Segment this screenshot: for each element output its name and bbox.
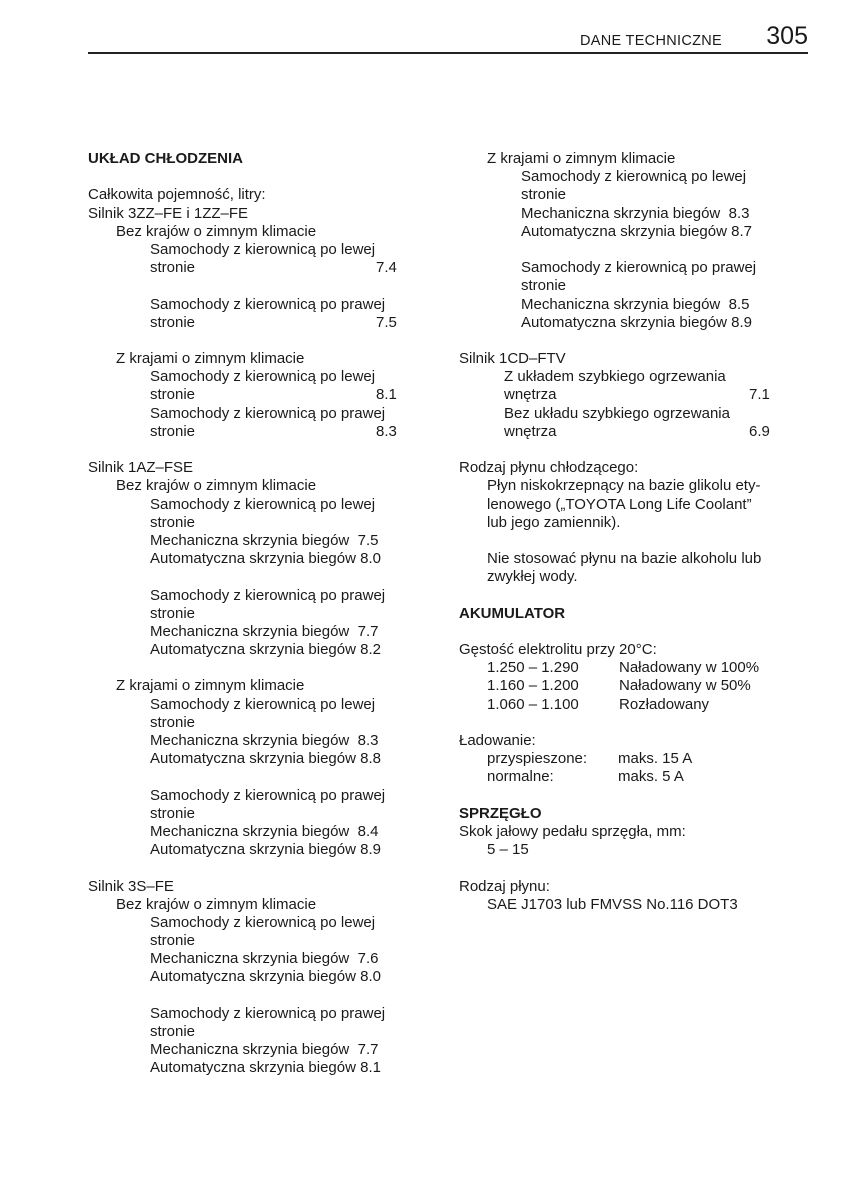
gearbox-row: Automatyczna skrzynia biegów 8.1 [150,1059,381,1077]
heater-label: Bez układu szybkiego ogrzewania [504,404,730,422]
charging-label: Ładowanie: [459,732,536,749]
steering-label: Samochody z kierownicą po lewej [150,368,376,386]
steering-label: Samochody z kierownicą po prawej [150,404,386,422]
gearbox-row: Mechaniczna skrzynia biegów 7.6 [150,950,379,968]
gearbox-row: Mechaniczna skrzynia biegów 7.7 [150,622,379,640]
gearbox-row: Mechaniczna skrzynia biegów 7.7 [150,1041,379,1059]
steering-label: Samochody z kierownicą po prawej [150,295,386,313]
climate-label: Z krajami o zimnym klimacie [116,350,305,368]
clutch-play-label: Skok jałowy pedału sprzęgła, mm: [459,822,686,840]
cooling-heading: UKŁAD CHŁODZENIA [88,150,243,167]
capacity-row: stronie 7.4 [150,259,397,277]
capacity-row: wnętrza 6.9 [504,422,770,440]
coolant-label: Rodzaj płynu chłodzącego: [459,459,639,477]
climate-label: Z krajami o zimnym klimacie [487,150,676,167]
capacity-value: 8.1 [376,386,397,404]
coolant-text: lub jego zamiennik). [487,513,621,531]
capacity-value: 7.1 [749,386,770,404]
capacity-value: 8.3 [376,422,397,440]
coolant-text: lenowego („TOYOTA Long Life Coolant” [487,495,752,513]
steering-label: Samochody z kierownicą po lewej [150,240,376,258]
capacity-value: 7.5 [376,313,397,331]
density-row: 1.060 – 1.100 Rozładowany [487,695,710,713]
engine-name: Silnik 1AZ–FSE [88,459,194,477]
fluid-label: Rodzaj płynu: [459,877,550,895]
fluid-value: SAE J1703 lub FMVSS No.116 DOT3 [487,895,738,913]
density-row: 1.160 – 1.200 Naładowany w 50% [487,677,751,695]
warning-text: Nie stosować płynu na bazie alkoholu lub [487,550,762,568]
gearbox-row: Automatyczna skrzynia biegów 8.0 [150,968,381,986]
gearbox-row: Mechaniczna skrzynia biegów 8.4 [150,822,379,840]
density-row: 1.250 – 1.290 Naładowany w 100% [487,659,760,677]
climate-label: Bez krajów o zimnym klimacie [116,222,317,240]
charging-row: przyspieszone: maks. 15 A [487,750,693,768]
capacity-row: wnętrza 7.1 [504,386,770,404]
right-column: Z krajami o zimnym klimacie Samochody z kierownicą po lewej stronie Mechaniczna skrzynia biegów 8.3 Automatyczna skrzynia biegów 8.7 Samochody z kierownicą po prawej stronie Mechaniczna skrzynia biegów 8.5 Automatyczna skrzynia biegów 8.9 Silnik 1CD–FTV Z układem szybkiego ogrzewania wnętrza 7.1 Bez układu szybkiego ogrzewania wnętrza 6.9 Rodzaj płynu chłodzącego: Płyn niskokrzepnący na bazie glikolu ety- lenowego („TOYOTA Long Life Coolant” lub jego zamiennik). Nie stosować płynu na bazie alkoholu lub zwykłej wody. AKUMULATOR Gęstość elektrolitu przy 20°C: 1.250 – 1.290 Naładowany w 100% 1.160 – 1.200 Naładowany w 50% 1.060 – 1.100 Rozładowany Ładowanie: przyspieszone: maks. 15 A normalne: maks. 5 A SPRZĘGŁO Skok jałowy pedału sprzęgła, mm: 5 – 15 Rodzaj płynu: SAE J1703 lub FMVSS No.116 DOT3 [459,150,809,914]
capacity-value: 6.9 [749,422,770,440]
charging-row: normalne: maks. 5 A [487,768,684,786]
steering-label: Samochody z kierownicą po lewej [521,168,747,186]
steering-label: Samochody z kierownicą po lewej [150,913,376,931]
steering-label: Samochody z kierownicą po lewej [150,495,376,513]
warning-text: zwykłej wody. [487,568,578,586]
gearbox-row: Mechaniczna skrzynia biegów 8.3 [150,732,379,749]
gearbox-row: Automatyczna skrzynia biegów 8.8 [150,750,381,768]
clutch-heading: SPRZĘGŁO [459,804,542,822]
page-number: 305 [766,22,808,50]
gearbox-row: Mechaniczna skrzynia biegów 8.5 [521,295,750,313]
battery-heading: AKUMULATOR [459,604,566,622]
coolant-text: Płyn niskokrzepnący na bazie glikolu ety- [487,477,761,495]
capacity-row: stronie 7.5 [150,313,397,331]
section-title: DANE TECHNICZNE [580,33,722,49]
gearbox-row: Automatyczna skrzynia biegów 8.2 [150,641,381,659]
steering-label: Samochody z kierownicą po lewej [150,695,376,713]
gearbox-row: Automatyczna skrzynia biegów 8.0 [150,550,381,568]
gearbox-row: Mechaniczna skrzynia biegów 7.5 [150,531,379,549]
engine-name: Silnik 3ZZ–FE i 1ZZ–FE [88,204,249,222]
left-column: UKŁAD CHŁODZENIA Całkowita pojemność, litry: Silnik 3ZZ–FE i 1ZZ–FE Bez krajów o zimnym klimacie Samochody z kierownicą po lewej stronie 7.4 Samochody z kierownicą po prawej stronie 7.5 Z krajami o zimnym klimacie Samochody z kierownicą po lewej stronie 8.1 Samochody z kierownicą po prawej stronie 8.3 Silnik 1AZ–FSE Bez krajów o zimnym klimacie Samochody z kierownicą po lewej stronie Mechaniczna skrzynia biegów 7.5 Automatyczna skrzynia biegów 8.0 Samochody z kierownicą po prawej stronie Mechaniczna skrzynia biegów 7.7 Automatyczna skrzynia biegów 8.2 Z krajami o zimnym klimacie Samochody z kierownicą po lewej stronie Mechaniczna skrzynia biegów 8.3 Automatyczna skrzynia biegów 8.8 Samochody z kierownicą po prawej stronie Mechaniczna skrzynia biegów 8.4 Automatyczna skrzynia biegów 8.9 Silnik 3S–FE Bez krajów o zimnym klimacie Samochody z kierownicą po lewej stronie Mechaniczna skrzynia biegów 7.6 Automatyczna skrzynia biegów 8.0 Samochody z kierownicą po prawej stronie Mechaniczna skrzynia biegów 7.7 Automatyczna skrzynia biegów 8.1 [88,150,423,1078]
climate-label: Z krajami o zimnym klimacie [116,677,305,695]
header-rule [88,52,808,54]
page-header [88,24,808,54]
capacity-row: stronie 8.3 [150,422,397,440]
capacity-value: 7.4 [376,259,397,277]
gearbox-row: Automatyczna skrzynia biegów 8.7 [521,222,752,240]
capacity-row: stronie 8.1 [150,386,397,404]
gearbox-row: Automatyczna skrzynia biegów 8.9 [521,313,752,331]
steering-label: Samochody z kierownicą po prawej [150,786,386,804]
clutch-play-value: 5 – 15 [487,841,529,859]
capacity-label: Całkowita pojemność, litry: [88,186,266,204]
steering-label: Samochody z kierownicą po prawej [521,259,757,277]
heater-label: Z układem szybkiego ogrzewania [504,368,726,386]
steering-label: Samochody z kierownicą po prawej [150,586,386,604]
engine-name: Silnik 1CD–FTV [459,350,566,368]
steering-label: Samochody z kierownicą po prawej [150,1004,386,1022]
engine-name: Silnik 3S–FE [88,877,174,895]
density-label: Gęstość elektrolitu przy 20°C: [459,641,657,659]
climate-label: Bez krajów o zimnym klimacie [116,477,317,495]
climate-label: Bez krajów o zimnym klimacie [116,895,317,913]
gearbox-row: Automatyczna skrzynia biegów 8.9 [150,841,381,859]
gearbox-row: Mechaniczna skrzynia biegów 8.3 [521,204,750,222]
